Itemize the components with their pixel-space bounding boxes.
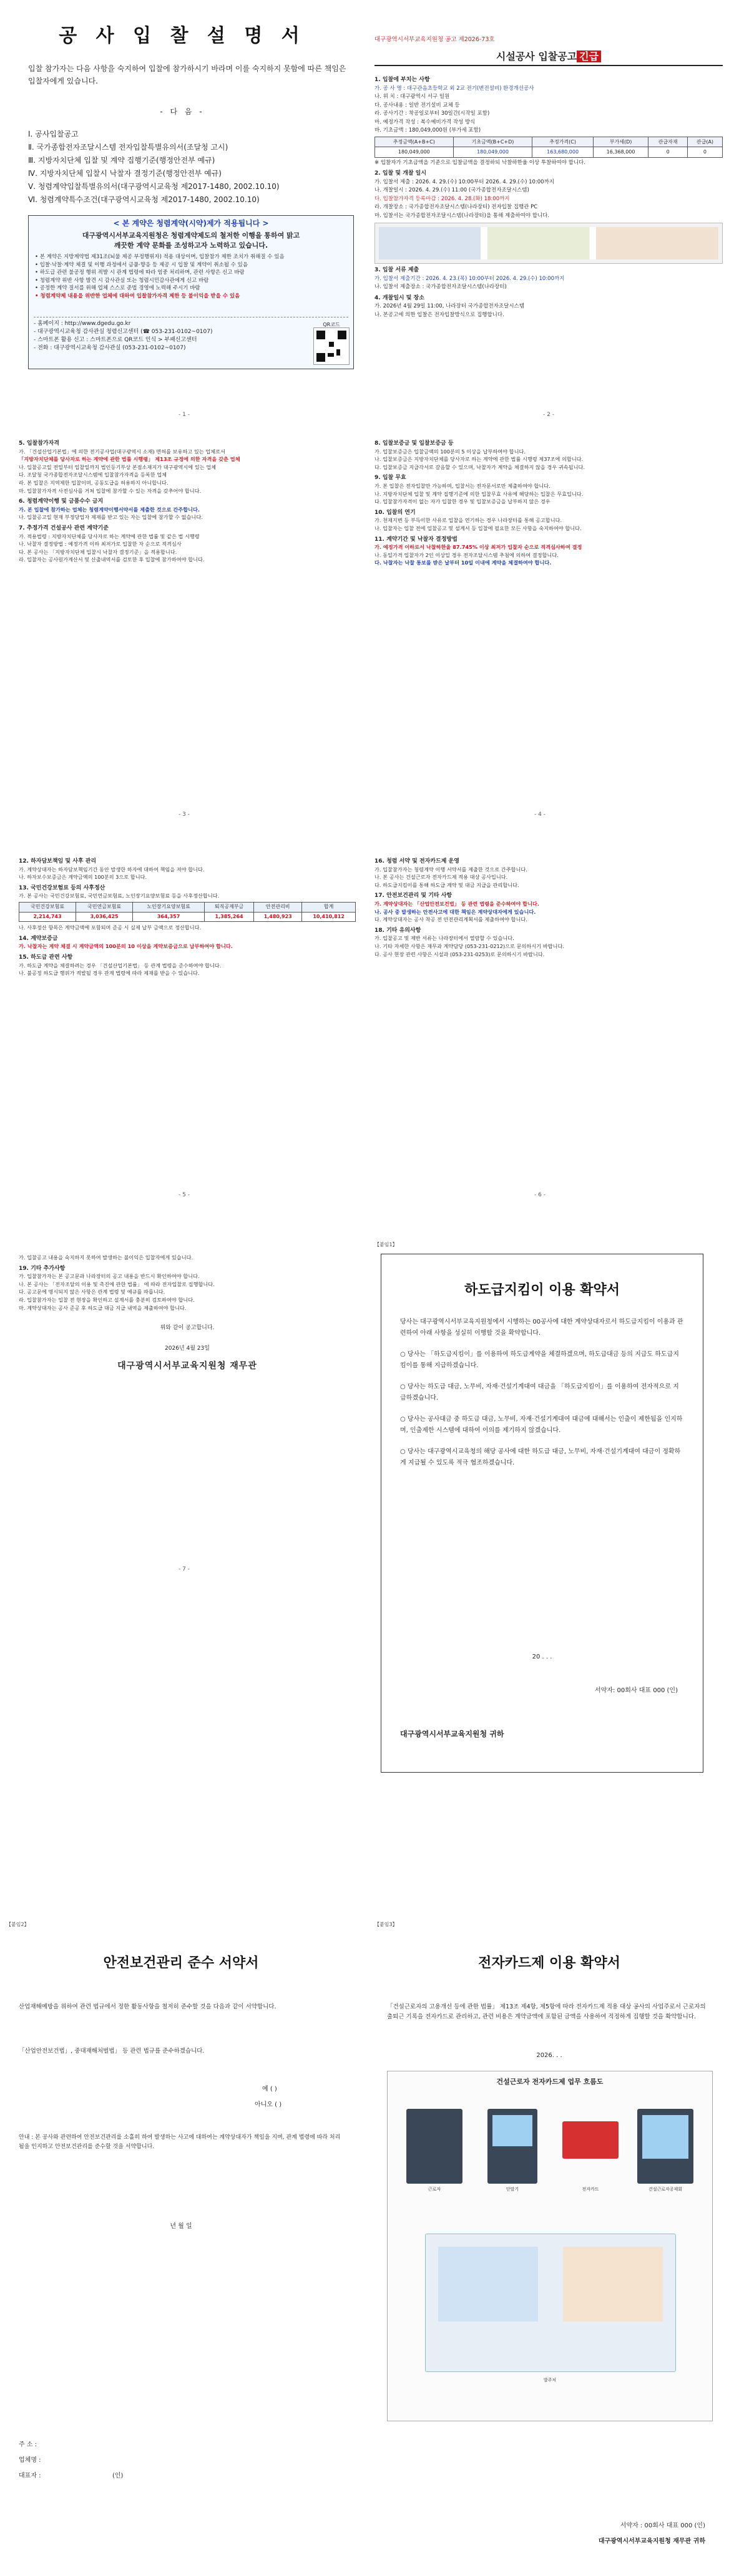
intro-text: 입찰 참가자는 다음 사항을 숙지하여 입찰에 참가하시기 바라며 이를 숙지하지 못함에 따른 책임은 입찰자에게 있습니다. <box>28 64 346 85</box>
table-header: 추정가격(C) <box>532 137 593 147</box>
paragraph: 다. 공고문에 명시되지 않은 사항은 관계 법령 및 예규를 따릅니다. <box>19 1289 165 1295</box>
notice-title <box>374 49 723 66</box>
section-heading: 4. 개찰일시 및 장소 <box>374 294 424 301</box>
option-no[interactable]: 아니오 ( ) <box>255 2101 282 2108</box>
list-item: • 본 계약은 지방계약법 제31조(뇌물 제공 부정행위자) 적용 대상이며, 입찰참가 제한 조치가 취해질 수 있음 <box>35 254 285 260</box>
table-header: 기초금액(B+C+D) <box>453 137 532 147</box>
page-safety-pledge <box>6 1921 356 2551</box>
section-heading: 18. 기타 유의사항 <box>374 927 421 934</box>
notice-item: 나. 입찰서 제출장소 : 국가종합전자조달시스템(나라장터) <box>374 284 507 290</box>
page-notice-continued-4 <box>374 855 712 1204</box>
diagram-label: 건설근로자공제회 <box>648 2187 683 2192</box>
document-title: 공 사 입 찰 설 명 서 <box>59 25 306 47</box>
table-cell: 2,214,743 <box>19 912 76 922</box>
form-date: 년 월 일 <box>170 2223 192 2230</box>
notice-body <box>374 74 723 319</box>
table-header: 국민연금보험료 <box>76 902 133 912</box>
notice-item: 나. 개찰일시 : 2026. 4. 29.(수) 11:00 (국가종합전자조달시스템) <box>374 187 529 193</box>
notice-number: 대구광역시서부교육지원청 공고 제2026-73호 <box>374 36 495 43</box>
contact-line: - 대구광역시교육청 감사관실 청렴신고센터 (☎ 053-231-0102~0107) <box>34 329 213 335</box>
paragraph: 가. 낙찰자는 계약 체결 시 계약금액의 100분의 10 이상을 계약보증금으로 납부하여야 합니다. <box>19 943 233 950</box>
section-heading: 8. 입찰보증금 및 입찰보증금 등 <box>374 440 454 447</box>
table-cell: 163,680,000 <box>532 147 593 158</box>
section-heading: 7. 추정가격 건설공사 관련 계약기준 <box>19 525 109 531</box>
option-yes[interactable]: 예 ( ) <box>262 2086 277 2093</box>
attachment-label: 【붙임3】 <box>374 1922 398 1927</box>
toc-item: Ⅲ. 지방자치단체 입찰 및 계약 집행기준(행정안전부 예규) <box>28 156 215 165</box>
ecard-flow-diagram <box>387 2071 713 2421</box>
paragraph: 나. 하자보수보증금은 계약금액의 100분의 3으로 합니다. <box>19 874 147 881</box>
table-of-contents <box>28 128 280 206</box>
address-label: 주 소 : <box>19 2441 37 2448</box>
form-title: 안전보건관리 준수 서약서 <box>103 1955 259 1971</box>
table-header: 관급(A) <box>687 137 722 147</box>
paragraph: 가. 계약상대자는 「산업안전보건법」 등 관련 법령을 준수하여야 합니다. <box>374 900 540 907</box>
integrity-box-subtitle <box>29 231 353 251</box>
ecard-icon <box>562 2121 619 2159</box>
paragraph: 가. 입찰참가자는 청렴계약 이행 서약서를 제출한 것으로 간주합니다. <box>374 866 527 873</box>
diagram-label: 근로자 <box>428 2187 441 2192</box>
notice-item: 다. 공사내용 : 일반 전기설비 교체 등 <box>374 102 460 109</box>
page-notice-continued-1 <box>19 437 356 823</box>
paragraph: 다. 하도급지킴이를 통해 하도급 계약 및 대금 지급을 관리합니다. <box>374 881 519 888</box>
paragraph: 다. 입찰참가자격이 없는 자가 입찰한 경우 및 입찰보증금을 납부하지 않은 경우 <box>374 498 550 505</box>
table-cell: 0 <box>648 147 688 158</box>
law-statement: 「산업안전보건법」, 중대재해처벌법」 등 관련 법규를 준수하겠습니다. <box>19 2048 205 2055</box>
paragraph: 나. 입찰공고일 전일부터 입찰일까지 법인등기부상 본점소재지가 대구광역시에 있는 업체 <box>19 463 217 470</box>
table-header: 국민건강보험료 <box>19 902 76 912</box>
representative-label: 대표자 : <box>19 2472 41 2479</box>
section-divider: - 다 음 - <box>160 107 205 116</box>
system-panel <box>425 2234 676 2372</box>
pledge-item: ○ 당사는 하도급 대금, 노무비, 자재·건설기계대여 대금을 「하도급지킴이」를 이용하여 전자적으로 지급하겠습니다. <box>400 1383 679 1402</box>
table-header: 퇴직공제부금 <box>205 902 254 912</box>
insurance-fee-table <box>19 902 356 922</box>
table-cell: 1,480,923 <box>254 912 302 922</box>
toc-item: Ⅰ. 공사입찰공고 <box>28 130 79 138</box>
form-intro: 「건설근로자의 고용개선 등에 관한 법률」 제13조 제4항, 제5항에 따라 전자카드제 적용 대상 공사의 사업주로서 근로자의 출퇴근 기록을 전자카드로 관리하고, 관련 비용은 계약금액에 포함된 금액을 사용하여 적정하게 집행할 것을 확약합니다. <box>387 2003 706 2020</box>
contact-line: - 스마트폰 활용 신고 : 스마트폰으로 QR코드 인식 > 부패신고센터 <box>34 337 197 343</box>
table-row <box>375 147 723 158</box>
paragraph: 나. 입찰공고일 현재 부정당업자 제재를 받고 있는 자는 입찰에 참가할 수 없습니다. <box>19 514 203 521</box>
notice-item: 다. 입찰참가자격 등록마감 : 2026. 4. 28.(화) 18:00까지 <box>374 195 510 202</box>
list-item: • 공정한 계약 질서를 위해 업체 스스로 준법 경영에 노력해 주시기 바람 <box>35 285 200 291</box>
page-number: - 5 - <box>179 1192 190 1198</box>
paragraph: 가. 입찰공고 및 제반 서류는 나라장터에서 열람할 수 있습니다. <box>374 935 514 942</box>
integrity-subtitle-line: 대구광역시서부교육지원청은 청렴계약제도의 철저한 이행을 통하여 맑고 <box>82 231 300 240</box>
table-cell: 0 <box>687 147 722 158</box>
paragraph: 가. 예정가격 이하로서 낙찰하한율 87.745% 이상 최저가 입찰자 순으로 적격심사하여 결정 <box>374 544 582 551</box>
paragraph: 나. 동일가격 입찰자가 2인 이상일 경우 전자조달시스템 추첨에 의하여 결정합니다. <box>374 551 559 558</box>
form-intro: 산업재해예방을 위하여 관련 법규에서 정한 활동사항을 철저히 준수할 것을 다음과 같이 서약합니다. <box>19 2003 276 2010</box>
table-cell: 10,410,812 <box>302 912 356 922</box>
paragraph: 나. 입찰자는 입찰 전에 입찰공고 및 설계서 등 입찰에 필요한 모든 사항을 숙지하여야 합니다. <box>374 525 582 531</box>
paragraph: 다. 본 공사는 「지방자치단체 입찰시 낙찰자 결정기준」을 적용합니다. <box>19 548 177 555</box>
toc-item: Ⅴ. 청렴계약입찰특별유의서(대구광역시교육청 제2017-1480, 2002.10.10) <box>28 182 280 191</box>
diagram-label: 단말기 <box>506 2187 519 2192</box>
attachment-label: 【붙임1】 <box>374 1242 398 1247</box>
pledge-item: ○ 당사는 대구광역시교육청의 해당 공사에 대한 하도급 대금, 노무비, 자재·건설기계대여 대금이 정확하게 지급될 수 있도록 적극 협조하겠습니다. <box>400 1448 681 1466</box>
notice-item: 가. 2026년 4월 29일 11:00, 나라장터 국가종합전자조달시스템 <box>374 303 524 309</box>
paragraph: 나. 낙찰자 결정방법 : 예정가격 이하 최저가로 입찰한 자 순으로 적격심사 <box>19 541 182 548</box>
notice-item: 마. 입찰서는 국가종합전자조달시스템(나라장터)을 통해 제출하여야 합니다. <box>374 212 550 219</box>
section-heading: 11. 계약기간 및 낙찰자 결정방법 <box>374 536 457 543</box>
toc-item: Ⅵ. 청렴계약특수조건(대구광역시교육청 제2017-1480, 2002.10.10) <box>28 195 260 204</box>
integrity-list <box>35 253 347 300</box>
paragraph: 가. 입찰보증금은 입찰금액의 100분의 5 이상을 납부하여야 합니다. <box>374 448 526 455</box>
table-header: 합계 <box>302 902 356 912</box>
toc-item: Ⅱ. 국가종합전자조달시스템 전자입찰특별유의서(조달청 고시) <box>28 143 228 152</box>
report-contacts <box>34 317 348 365</box>
diagram-label: 전자카드 <box>582 2187 599 2192</box>
section-heading: 16. 청렴 서약 및 전자카드제 운영 <box>374 858 459 864</box>
paragraph: 가. 본 입찰은 전자입찰만 가능하며, 입찰서는 전자문서로만 제출하여야 합니다. <box>374 482 550 489</box>
paragraph: 다. 낙찰자는 낙찰 통보를 받은 날부터 10일 이내에 계약을 체결하여야 합니다. <box>374 559 552 566</box>
notice-item: 가. 입찰서 제출 : 2026. 4. 29.(수) 10:00부터 2026. 4. 29.(수) 10:00까지 <box>374 178 554 185</box>
notice-date: 2026년 4월 23일 <box>165 1345 210 1352</box>
table-header: 안전관리비 <box>254 902 302 912</box>
paragraph: 라. 입찰자는 공사원가계산서 및 산출내역서를 검토한 후 입찰에 참가하여야 합니다. <box>19 556 205 563</box>
pledge-form <box>381 1254 703 1773</box>
pledge-item: ○ 당사는 공사대금 중 하도급 대금, 노무비, 자재·건설기계대여 대금에 대해서는 인출이 제한됨을 인지하며, 인출제한 시스템에 대하여 이의를 제기하지 않겠습니다. <box>400 1416 683 1434</box>
page-ecard-pledge <box>374 1921 724 2564</box>
paragraph: 가. 입찰공고 내용을 숙지하지 못하여 발생하는 불이익은 입찰자에게 있습니다. <box>19 1254 193 1261</box>
paragraph: 마. 계약상대자는 공사 준공 후 하도급 대금 지급 내역을 제출하여야 합니다. <box>19 1304 187 1311</box>
page-number: - 6 - <box>534 1192 546 1198</box>
list-item: • 청렴계약 위반 사항 발견 시 감사관실 또는 청렴시민감사관에게 신고 바람 <box>35 277 209 284</box>
page-subcontract-pledge <box>374 1241 712 1803</box>
list-item-warning: • 청렴계약제 내용을 위반한 업체에 대하여 입찰참가자격 제한 등 불이익을 받을 수 있음 <box>35 293 240 299</box>
paragraph: 라. 본 입찰은 지역제한 입찰이며, 공동도급을 허용하지 아니합니다. <box>19 479 169 486</box>
page-number: - 4 - <box>534 811 546 818</box>
notice-item: 마. 예정가격 작성 : 복수예비가격 작성 방식 <box>374 119 476 125</box>
notice-item: 나. 위 치 : 대구광역시 서구 일원 <box>374 94 450 100</box>
paragraph: 다. 입찰보증금 지급각서로 갈음할 수 있으며, 낙찰자가 계약을 체결하지 않을 경우 귀속됩니다. <box>374 463 585 470</box>
paragraph: 나. 불공정 하도급 행위가 적발될 경우 관계 법령에 따라 제재를 받을 수 있습니다. <box>19 970 200 977</box>
recipient-line: 대구광역시서부교육지원청 재무관 귀하 <box>598 2538 705 2545</box>
monitor-icon <box>637 2109 693 2184</box>
table-cell: 16,368,000 <box>593 147 648 158</box>
seal-mark: (인) <box>112 2472 124 2479</box>
closing-text: 위와 같이 공고합니다. <box>160 1325 215 1332</box>
section-heading: 6. 청렴계약이행 및 금품수수 금지 <box>19 498 104 505</box>
section-heading: 14. 계약보증금 <box>19 935 58 942</box>
page-bid-description <box>0 0 364 424</box>
integrity-subtitle-line: 깨끗한 계약 문화를 조성하고자 노력하고 있습니다. <box>114 241 268 249</box>
paragraph: 가. 계약상대자는 하자담보책임기간 동안 발생한 하자에 대하여 책임을 져야 합니다. <box>19 866 205 873</box>
paragraph: 가. 본 입찰에 참가하는 업체는 청렴계약이행서약서를 제출한 것으로 간주합니다. <box>19 506 200 513</box>
page-number: - 2 - <box>543 412 554 418</box>
table-cell: 3,036,425 <box>76 912 133 922</box>
notice-note: ※ 입찰자가 기초금액을 기준으로 입찰금액을 결정하되 낙찰하한율 이상 투찰하여야 합니다. <box>374 159 585 166</box>
pledge-item: ○ 당사는 「하도급지킴이」를 이용하여 하도급계약을 체결하겠으며, 하도급대금 등의 지급도 하도급지킴이를 통해 지급하겠습니다. <box>400 1351 679 1369</box>
paragraph: 가. 하도급 계약을 체결하려는 경우 「건설산업기본법」 등 관계 법령을 준수하여야 합니다. <box>19 962 222 969</box>
paragraph: 라. 입찰참가자는 입찰 전 현장을 확인하고 설계서를 충분히 검토하여야 합니다. <box>19 1296 195 1303</box>
attachment-label: 【붙임2】 <box>6 1922 29 1927</box>
toc-item: Ⅳ. 지방자치단체 입찰시 낙찰자 결정기준(행정안전부 예규) <box>28 169 222 178</box>
section-heading: 10. 입찰의 연기 <box>374 509 416 516</box>
paragraph: 나. 본 공사는 건설근로자 전자카드제 적용 대상 공사입니다. <box>374 874 508 881</box>
safety-notice: 안내 : 본 공사와 관련하여 안전보건관리를 소홀히 하여 발생하는 사고에 대하여는 계약상대자가 책임을 지며, 관계 법령에 따라 처리됨을 인지하고 안전보건관리를 준수할 것을 서약합니다. <box>19 2134 341 2150</box>
contact-line: - 전화 : 대구광역시교육청 감사관실 (053-231-0102~0107) <box>34 345 186 351</box>
contact-line: - 홈페이지 : http://www.dgedu.go.kr <box>34 321 131 327</box>
terminal-icon <box>487 2109 537 2184</box>
notice-item: 가. 입찰서 제출기간 : 2026. 4. 23.(목) 10:00부터 2026. 4. 29.(수) 10:00까지 <box>374 275 565 282</box>
section-heading: 5. 입찰참가자격 <box>19 440 59 447</box>
recipient-line: 대구광역시서부교육지원청 귀하 <box>400 1730 504 1738</box>
table-row <box>19 912 356 922</box>
section-heading: 13. 국민건강보험료 등의 사후정산 <box>19 884 105 891</box>
notice-item: 바. 기초금액 : 180,049,000원 (부가세 포함) <box>374 127 481 133</box>
page-number: - 3 - <box>179 811 190 818</box>
paragraph: 나. 기타 자세한 사항은 재무과 계약담당 (053-231-0212)으로 문의하시기 바랍니다. <box>374 942 564 949</box>
paragraph: 나. 입찰보증금은 지방자치단체를 당사자로 하는 계약에 관한 법률 시행령 제37조에 의합니다. <box>374 456 584 463</box>
page-number: - 7 - <box>179 1566 190 1572</box>
section-heading: 19. 기타 추가사항 <box>19 1265 66 1272</box>
page-notice-continued-3 <box>19 855 356 1204</box>
form-title: 하도급지킴이 이용 확약서 <box>464 1282 620 1298</box>
table-header: 추정금액(A+B+C) <box>375 137 454 147</box>
paragraph: 가. 입찰참가자는 본 공고문과 나라장터의 공고 내용을 반드시 확인하여야 합니다. <box>19 1273 200 1280</box>
page-notice-continued-2 <box>374 437 712 823</box>
section-heading: 17. 안전보건관리 및 기타 사항 <box>374 893 453 899</box>
issuing-office: 대구광역시서부교육지원청 재무관 <box>117 1361 257 1372</box>
notice-item: 가. 공 사 명 : 대구관음초등학교 외 2교 전기(변전설비) 환경개선공사 <box>374 85 534 92</box>
paragraph: 가. 천재지변 등 부득이한 사유로 입찰을 연기하는 경우 나라장터를 통해 공고합니다. <box>374 517 562 524</box>
section-heading: 3. 입찰 서류 제출 <box>374 267 419 273</box>
diagram-title: 건설근로자 전자카드제 업무 흐름도 <box>496 2078 604 2086</box>
paragraph: 가. 본 공사는 국민건강보험료, 국민연금보험료, 노인장기요양보험료 등을 사후정산합니다. <box>19 893 220 899</box>
notice-item: 라. 개찰장소 : 국가종합전자조달시스템(나라장터) 전자입찰 집행관 PC <box>374 204 538 210</box>
form-body <box>400 1317 684 1473</box>
paragraph: 나. 사후정산 항목은 계약금액에 포함되며 준공 시 실제 납부 금액으로 정산합니다. <box>19 924 202 931</box>
integrity-contract-box <box>28 215 354 369</box>
section-heading: 15. 하도급 관련 사항 <box>19 954 73 961</box>
paragraph: 나. 본 공사는 「전자조달의 이용 및 촉진에 관한 법률」 에 따라 전자입찰로 집행합니다. <box>19 1281 215 1287</box>
diagram-label: 발주처 <box>543 2378 557 2383</box>
form-intro: 당사는 대구광역시서부교육지원청에서 시행하는 00공사에 대한 계약상대자로서 하도급지킴이 이용과 관련하여 아래 사항을 성실히 이행할 것을 확약합니다. <box>400 1319 683 1337</box>
signer-line: 서약자: 00회사 대표 000 (인) <box>595 1687 678 1694</box>
qr-label: QR코드 <box>323 322 340 327</box>
urgent-badge: 긴급 <box>577 51 601 62</box>
paragraph: 나. 지방자치단체 입찰 및 계약 집행기준에 의한 입찰무효 사유에 해당하는 입찰은 무효입니다. <box>374 490 584 497</box>
notice-title-text: 시설공사 입찰공고 <box>496 51 577 62</box>
signer-line: 서약자 : 00회사 대표 000 (인) <box>620 2522 705 2529</box>
paragraph: 가. 「건설산업기본법」에 의한 전기공사업(대구광역시 소재) 면허를 보유하고 있는 업체로서 <box>19 448 225 455</box>
table-cell: 180,049,000 <box>453 147 532 158</box>
paragraph: 나. 공사 중 발생하는 안전사고에 대한 책임은 계약상대자에게 있습니다. <box>374 908 536 915</box>
form-date: 20 . . . <box>532 1654 552 1660</box>
page-notice-closing <box>19 1254 356 1578</box>
page-bid-notice <box>368 0 729 424</box>
notice-item: 라. 공사기간 : 착공일로부터 30일간(시작일 포함) <box>374 110 490 117</box>
paragraph: 다. 계약상대자는 공사 착공 전 안전관리계획서를 제출하여야 합니다. <box>374 916 527 923</box>
table-header: 부가세(D) <box>593 137 648 147</box>
section-heading: 9. 입찰 무효 <box>374 475 406 482</box>
company-label: 업체명 : <box>19 2457 41 2464</box>
notice-item: 나. 본공고에 의한 입찰은 전자입찰방식으로 집행합니다. <box>374 311 504 318</box>
price-table <box>374 137 723 158</box>
paragraph: 다. 공사 현장 관련 사항은 시설과 (053-231-0253)로 문의하시기 바랍니다. <box>374 951 545 957</box>
worker-icon <box>406 2109 462 2184</box>
table-cell: 364,357 <box>133 912 205 922</box>
paragraph: 다. 조달청 국가종합전자조달시스템에 입찰참가자격을 등록한 업체 <box>19 472 167 478</box>
section-heading: 1. 입찰에 부치는 사항 <box>374 77 430 83</box>
table-header: 노인장기요양보험료 <box>133 902 205 912</box>
table-header: 관급자재 <box>648 137 688 147</box>
system-screenshot-image <box>374 223 723 264</box>
form-title: 전자카드제 이용 확약서 <box>478 1955 620 1971</box>
paragraph: 가. 적용법령 : 지방자치단체를 당사자로 하는 계약에 관한 법률 및 같은 법 시행령 <box>19 533 200 540</box>
page-number: - 1 - <box>179 412 190 418</box>
list-item: • 입찰·낙찰·계약 체결 및 이행 과정에서 금품·향응 등 제공 시 입찰 및 계약이 취소될 수 있음 <box>35 261 248 268</box>
paragraph: 「지방자치단체를 당사자로 하는 계약에 관한 법률 시행령」 제13조 규정에 의한 자격을 갖춘 업체 <box>19 456 240 463</box>
section-heading: 2. 입찰 및 개찰 일시 <box>374 170 427 177</box>
integrity-box-title: < 본 계약은 청렴계약(시약)제가 적용됩니다 > <box>113 219 269 228</box>
table-cell: 1,385,264 <box>205 912 254 922</box>
table-cell: 180,049,000 <box>375 147 454 158</box>
list-item: • 하도급 관련 불공정 행위 적발 시 관계 법령에 따라 엄중 처리하며, 관련 사항은 신고 바람 <box>35 269 245 276</box>
paragraph: 마. 입찰참가자격 사전심사를 거쳐 입찰에 참가할 수 있는 자격을 갖추어야 합니다. <box>19 487 202 494</box>
form-date: 2026. . . <box>536 2052 562 2059</box>
qr-code-icon <box>313 322 350 365</box>
section-heading: 12. 하자담보책임 및 사후 관리 <box>19 858 97 864</box>
